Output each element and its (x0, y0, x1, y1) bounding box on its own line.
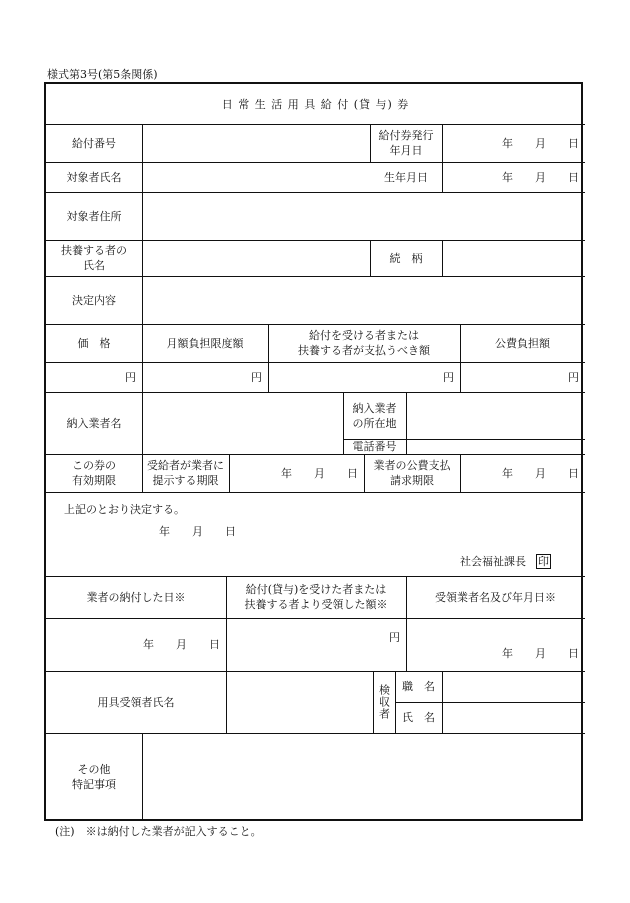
label-shiharau: 給付を受ける者または 扶養する者が支払うべき額 (298, 329, 430, 357)
label-taisho-jusho: 対象者住所 (66, 209, 122, 223)
label-zokugara: 続 柄 (389, 251, 423, 265)
label-teiji-kigen: 受給者が業者に 提示する期限 (147, 459, 224, 487)
label-kakaku: 価 格 (77, 336, 111, 350)
form-number-label: 様式第3号(第5条関係) (47, 68, 158, 81)
label-kyufu-bango: 給付番号 (72, 136, 116, 150)
field-fuyo-shimei[interactable] (142, 240, 370, 276)
label-fuyo-shimei: 扶養する者の 氏名 (61, 244, 127, 272)
footnote: (注) ※は納付した業者が記入すること。 (55, 825, 262, 838)
decision-statement: 上記のとおり決定する。 (64, 502, 185, 516)
label-shimei: 氏 名 (402, 711, 435, 724)
field-denwa[interactable] (406, 439, 585, 454)
field-seikyu-kigen[interactable]: 年 月 日 (502, 466, 579, 480)
decision-date[interactable]: 年 月 日 (159, 524, 236, 538)
form-title: 日 常 生 活 用 具 給 付 (貸 与) 券 (221, 97, 410, 111)
label-hakko-date: 給付券発行 年月日 (378, 129, 434, 157)
field-shokumei[interactable] (442, 671, 585, 702)
label-kettei-naiyo: 決定内容 (72, 293, 116, 307)
label-nofu-date: 業者の納付した日※ (86, 590, 186, 604)
label-denwa: 電話番号 (352, 440, 397, 453)
label-kenshu: 検収者 (377, 684, 391, 720)
field-gyosha-shozaichi[interactable] (406, 392, 585, 439)
field-shimei[interactable] (442, 702, 585, 733)
field-gyosha-mei[interactable] (142, 392, 343, 454)
label-shokumei: 職 名 (402, 680, 435, 693)
section-chief (460, 552, 551, 570)
label-seikyu-kigen: 業者の公費支払 請求期限 (373, 459, 451, 487)
field-kohi[interactable]: 円 (568, 370, 579, 384)
label-juryo-gaku: 給付(貸与)を受けた者または 扶養する者より受領した額※ (244, 583, 388, 611)
label-taisho-shimei: 対象者氏名 (66, 170, 122, 184)
field-taisho-shimei[interactable] (142, 162, 370, 192)
field-taisho-jusho[interactable] (142, 192, 585, 240)
label-kohi: 公費負担額 (495, 336, 550, 350)
field-seinengappi[interactable]: 年 月 日 (502, 170, 579, 184)
label-yuko-kigen: この券の 有効期限 (72, 459, 116, 487)
label-juryo-gyosha: 受領業者名及び年月日※ (435, 590, 556, 604)
field-juryo-gaku[interactable]: 円 (389, 631, 400, 644)
field-getsugaku[interactable]: 円 (251, 370, 262, 384)
field-hakko-date[interactable]: 年 月 日 (502, 136, 579, 150)
label-juryo-shimei: 用具受領者氏名 (97, 695, 175, 709)
label-getsugaku: 月額負担限度額 (166, 336, 244, 350)
field-kyufu-bango[interactable] (142, 124, 370, 162)
field-juryo-shimei[interactable] (226, 671, 373, 733)
field-nofu-date[interactable]: 年 月 日 (143, 638, 220, 651)
field-sonota[interactable] (142, 733, 585, 821)
section-chief-label: 社会福祉課長 (460, 554, 526, 568)
field-shiharau[interactable]: 円 (443, 370, 454, 384)
label-sonota: その他 特記事項 (72, 763, 116, 791)
field-teiji-kigen[interactable]: 年 月 日 (281, 466, 358, 480)
voucher-form (44, 82, 583, 821)
field-kakaku[interactable]: 円 (125, 370, 136, 384)
field-zokugara[interactable] (442, 240, 585, 276)
field-kettei-naiyo[interactable] (142, 276, 585, 324)
seal-stamp: 印 (538, 554, 549, 568)
label-gyosha-mei: 納入業者名 (66, 416, 122, 430)
label-seinengappi: 生年月日 (384, 170, 428, 184)
field-juryo-gyosha[interactable]: 年 月 日 (502, 647, 579, 660)
label-gyosha-shozaichi: 納入業者 の所在地 (352, 401, 397, 430)
